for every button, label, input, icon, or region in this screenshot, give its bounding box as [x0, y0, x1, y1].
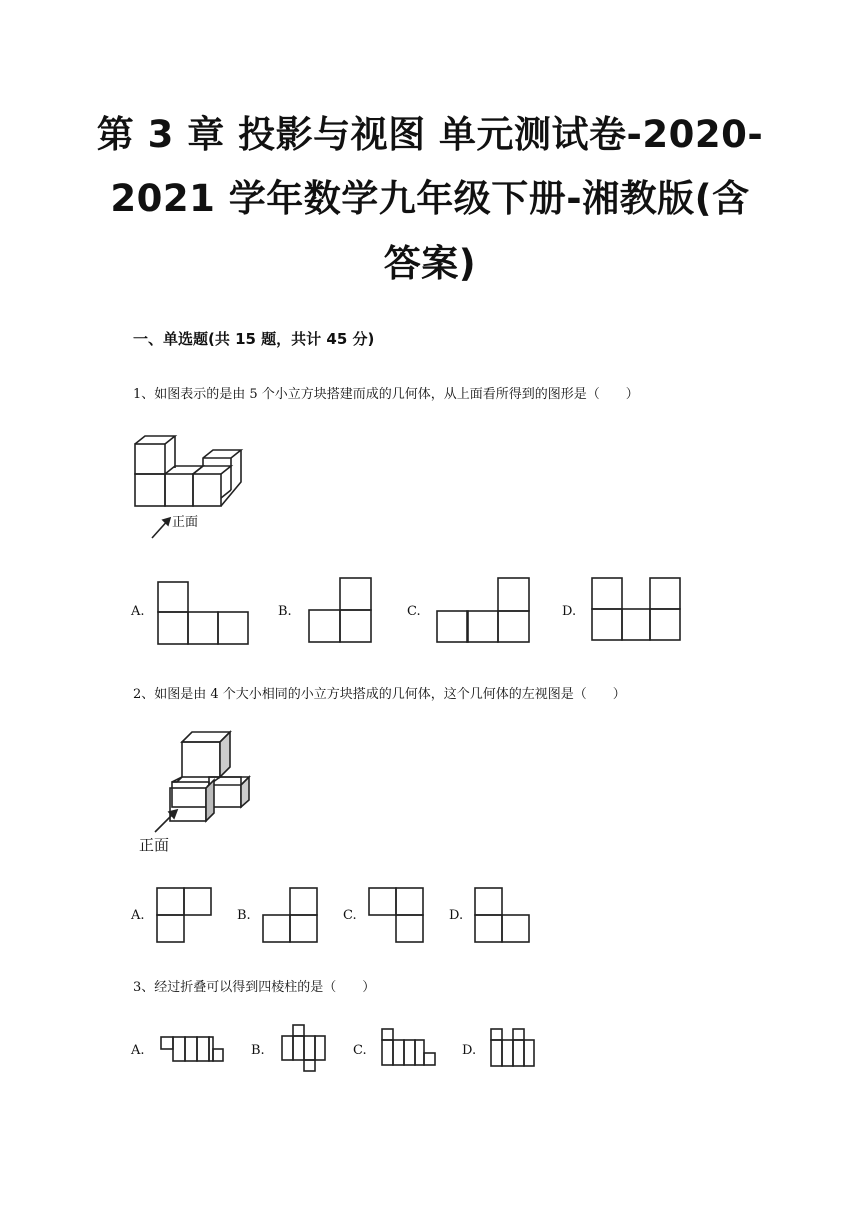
question-1-text: 1、如图表示的是由 5 个小立方块搭建而成的几何体，从上面看所得到的图形是（ ）	[133, 387, 639, 402]
question-1-option-b-figure[interactable]	[308, 577, 378, 647]
question-2-option-d-label[interactable]: D.	[449, 908, 464, 923]
question-1-front-label: 正面	[172, 515, 199, 530]
question-3-option-a-label[interactable]: A.	[131, 1043, 145, 1058]
section-heading: 一、单选题(共 15 题，共计 45 分)	[133, 330, 375, 348]
question-2-option-d-figure[interactable]	[474, 887, 534, 947]
question-2-option-b-label[interactable]: B.	[237, 908, 251, 923]
document-title-line-2: 2021 学年数学九年级下册-湘教版(含	[110, 177, 750, 220]
question-1-figure	[130, 434, 260, 544]
question-2-option-a-label[interactable]: A.	[131, 908, 145, 923]
question-3-option-d-figure[interactable]	[490, 1028, 540, 1070]
question-2-text: 2、如图是由 4 个大小相同的小立方块搭成的几何体，这个几何体的左视图是（ ）	[133, 687, 626, 702]
question-2-option-a-figure[interactable]	[156, 887, 216, 947]
question-3-option-b-label[interactable]: B.	[251, 1043, 265, 1058]
question-1-option-d-figure[interactable]	[591, 577, 683, 643]
question-3-option-c-figure[interactable]	[381, 1028, 441, 1070]
question-3-text: 3、经过折叠可以得到四棱柱的是（ ）	[133, 980, 376, 995]
document-title-line-1: 第 3 章 投影与视图 单元测试卷-2020-	[96, 113, 764, 156]
question-2-option-c-label[interactable]: C.	[343, 908, 357, 923]
question-1-option-a-label[interactable]: A.	[131, 604, 145, 619]
question-2-figure	[137, 730, 267, 858]
question-3-option-a-figure[interactable]	[160, 1036, 226, 1066]
question-1-option-d-label[interactable]: D.	[562, 604, 577, 619]
question-1-option-c-label[interactable]: C.	[407, 604, 421, 619]
question-2-option-b-figure[interactable]	[262, 887, 322, 947]
question-2-option-c-figure[interactable]	[368, 887, 428, 947]
question-2-front-label: 正面	[139, 836, 170, 854]
question-1-option-c-figure[interactable]	[436, 577, 532, 647]
question-3-option-b-figure[interactable]	[281, 1024, 331, 1074]
question-3-option-c-label[interactable]: C.	[353, 1043, 367, 1058]
question-1-option-a-figure[interactable]	[157, 581, 252, 647]
question-3-option-d-label[interactable]: D.	[462, 1043, 477, 1058]
document-title-line-3: 答案)	[383, 242, 477, 285]
question-1-option-b-label[interactable]: B.	[278, 604, 292, 619]
